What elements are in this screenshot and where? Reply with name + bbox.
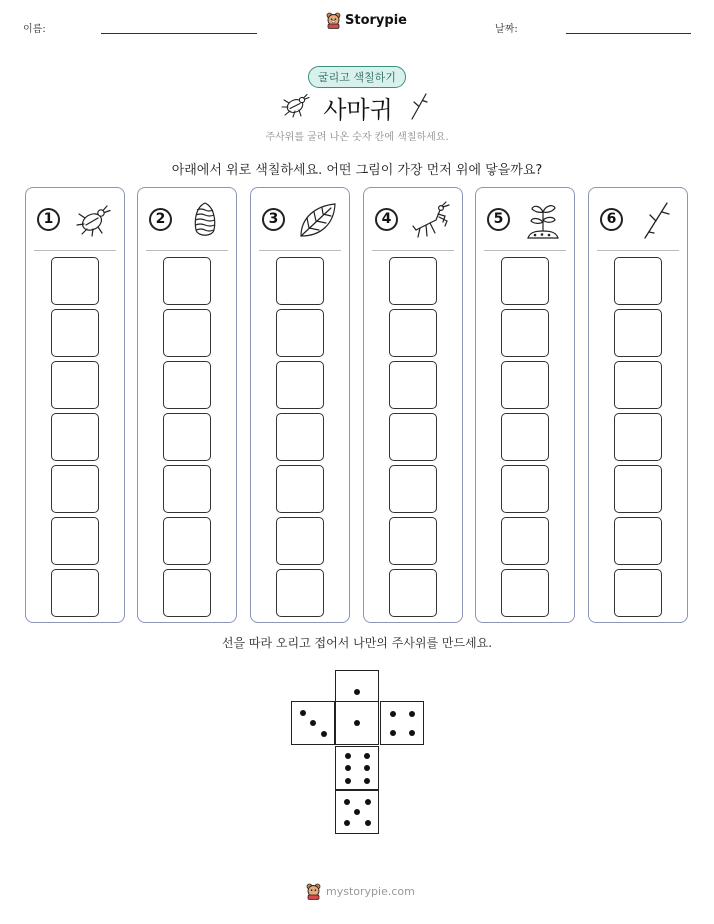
dice-face-4 (380, 701, 424, 745)
dice-pip (300, 710, 306, 716)
column-divider (259, 250, 341, 251)
column-divider (597, 250, 679, 251)
color-cell[interactable] (614, 517, 662, 565)
column-divider (372, 250, 454, 251)
beetle-icon (279, 91, 311, 119)
color-cell[interactable] (163, 257, 211, 305)
dice-pip (344, 820, 350, 826)
color-cell[interactable] (501, 361, 549, 409)
date-line[interactable] (566, 33, 691, 34)
color-cell[interactable] (501, 569, 549, 617)
color-cell[interactable] (389, 309, 437, 357)
color-cell[interactable] (389, 465, 437, 513)
color-cell[interactable] (389, 257, 437, 305)
dice-face-1 (335, 701, 379, 745)
column-6 (588, 187, 688, 623)
color-cell[interactable] (614, 413, 662, 461)
brand-name: Storypie (345, 13, 407, 28)
color-cell[interactable] (276, 569, 324, 617)
color-cell[interactable] (163, 309, 211, 357)
dice-pip (344, 799, 350, 805)
column-2 (137, 187, 237, 623)
color-cell[interactable] (51, 413, 99, 461)
dice-pip (390, 711, 396, 717)
color-cell[interactable] (276, 413, 324, 461)
instruction-top: 아래에서 위로 색칠하세요. 어떤 그림이 가장 먼저 위에 닿을까요? (171, 163, 543, 178)
leaf-icon (297, 200, 339, 240)
dice-face-5 (335, 790, 379, 834)
color-cell[interactable] (389, 413, 437, 461)
color-cell[interactable] (614, 569, 662, 617)
dice-pip (310, 720, 316, 726)
column-divider (146, 250, 228, 251)
color-cell[interactable] (276, 257, 324, 305)
color-cell[interactable] (501, 465, 549, 513)
color-cell[interactable] (389, 569, 437, 617)
column-number: 5 (487, 208, 510, 231)
activity-badge: 굴리고 색칠하기 (308, 66, 406, 88)
dice-pip (365, 799, 371, 805)
dice-pip (364, 778, 370, 784)
column-divider (484, 250, 566, 251)
name-line[interactable] (101, 33, 257, 34)
color-cell[interactable] (614, 309, 662, 357)
dice-pip (364, 765, 370, 771)
dice-pip (409, 711, 415, 717)
footer-site: mystorypie.com (326, 885, 415, 898)
color-cell[interactable] (501, 309, 549, 357)
dice-pip (409, 730, 415, 736)
color-cell[interactable] (51, 361, 99, 409)
instruction-bottom: 선을 따라 오리고 접어서 나만의 주사위를 만드세요. (221, 636, 493, 650)
cocoon-icon (184, 200, 226, 240)
column-1 (25, 187, 125, 623)
color-cell[interactable] (501, 413, 549, 461)
color-cell[interactable] (163, 569, 211, 617)
color-cell[interactable] (163, 361, 211, 409)
column-number: 2 (149, 208, 172, 231)
twig-icon (408, 91, 430, 121)
twig-icon (635, 200, 677, 240)
color-cell[interactable] (51, 257, 99, 305)
column-number: 1 (37, 208, 60, 231)
name-label: 이름: (23, 24, 46, 35)
color-cell[interactable] (163, 517, 211, 565)
color-cell[interactable] (276, 309, 324, 357)
dice-pip (345, 753, 351, 759)
column-4 (363, 187, 463, 623)
color-cell[interactable] (389, 361, 437, 409)
bear-mascot-icon (306, 883, 321, 900)
page-subtitle: 주사위를 굴려 나온 숫자 칸에 색칠하세요. (265, 132, 449, 143)
column-number: 6 (600, 208, 623, 231)
dice-pip (390, 730, 396, 736)
dice-face-3 (291, 701, 335, 745)
color-cell[interactable] (51, 517, 99, 565)
color-cell[interactable] (51, 465, 99, 513)
dice-pip (365, 820, 371, 826)
dice-pip (354, 689, 360, 695)
color-cell[interactable] (51, 309, 99, 357)
color-cell[interactable] (614, 361, 662, 409)
color-cell[interactable] (276, 517, 324, 565)
dice-pip (345, 778, 351, 784)
color-cell[interactable] (389, 517, 437, 565)
mantis-icon (410, 200, 452, 240)
dice-pip (321, 731, 327, 737)
color-cell[interactable] (163, 413, 211, 461)
color-cell[interactable] (501, 257, 549, 305)
dice-pip (345, 765, 351, 771)
color-cell[interactable] (276, 361, 324, 409)
color-cell[interactable] (51, 569, 99, 617)
sprout-icon (522, 200, 564, 240)
column-3 (250, 187, 350, 623)
date-label: 날짜: (495, 24, 518, 35)
dice-pip (354, 720, 360, 726)
color-cell[interactable] (276, 465, 324, 513)
column-number: 4 (375, 208, 398, 231)
page-title: 사마귀 (323, 96, 393, 124)
column-divider (34, 250, 116, 251)
color-cell[interactable] (614, 465, 662, 513)
color-cell[interactable] (501, 517, 549, 565)
color-cell[interactable] (163, 465, 211, 513)
dice-pip (364, 753, 370, 759)
brand-logo (326, 12, 407, 29)
beetle-icon (72, 200, 114, 240)
color-cell[interactable] (614, 257, 662, 305)
dice-pip (354, 809, 360, 815)
dice-face-6 (335, 746, 379, 790)
column-5 (475, 187, 575, 623)
footer (306, 883, 415, 900)
bear-mascot-icon (326, 12, 341, 29)
column-number: 3 (262, 208, 285, 231)
